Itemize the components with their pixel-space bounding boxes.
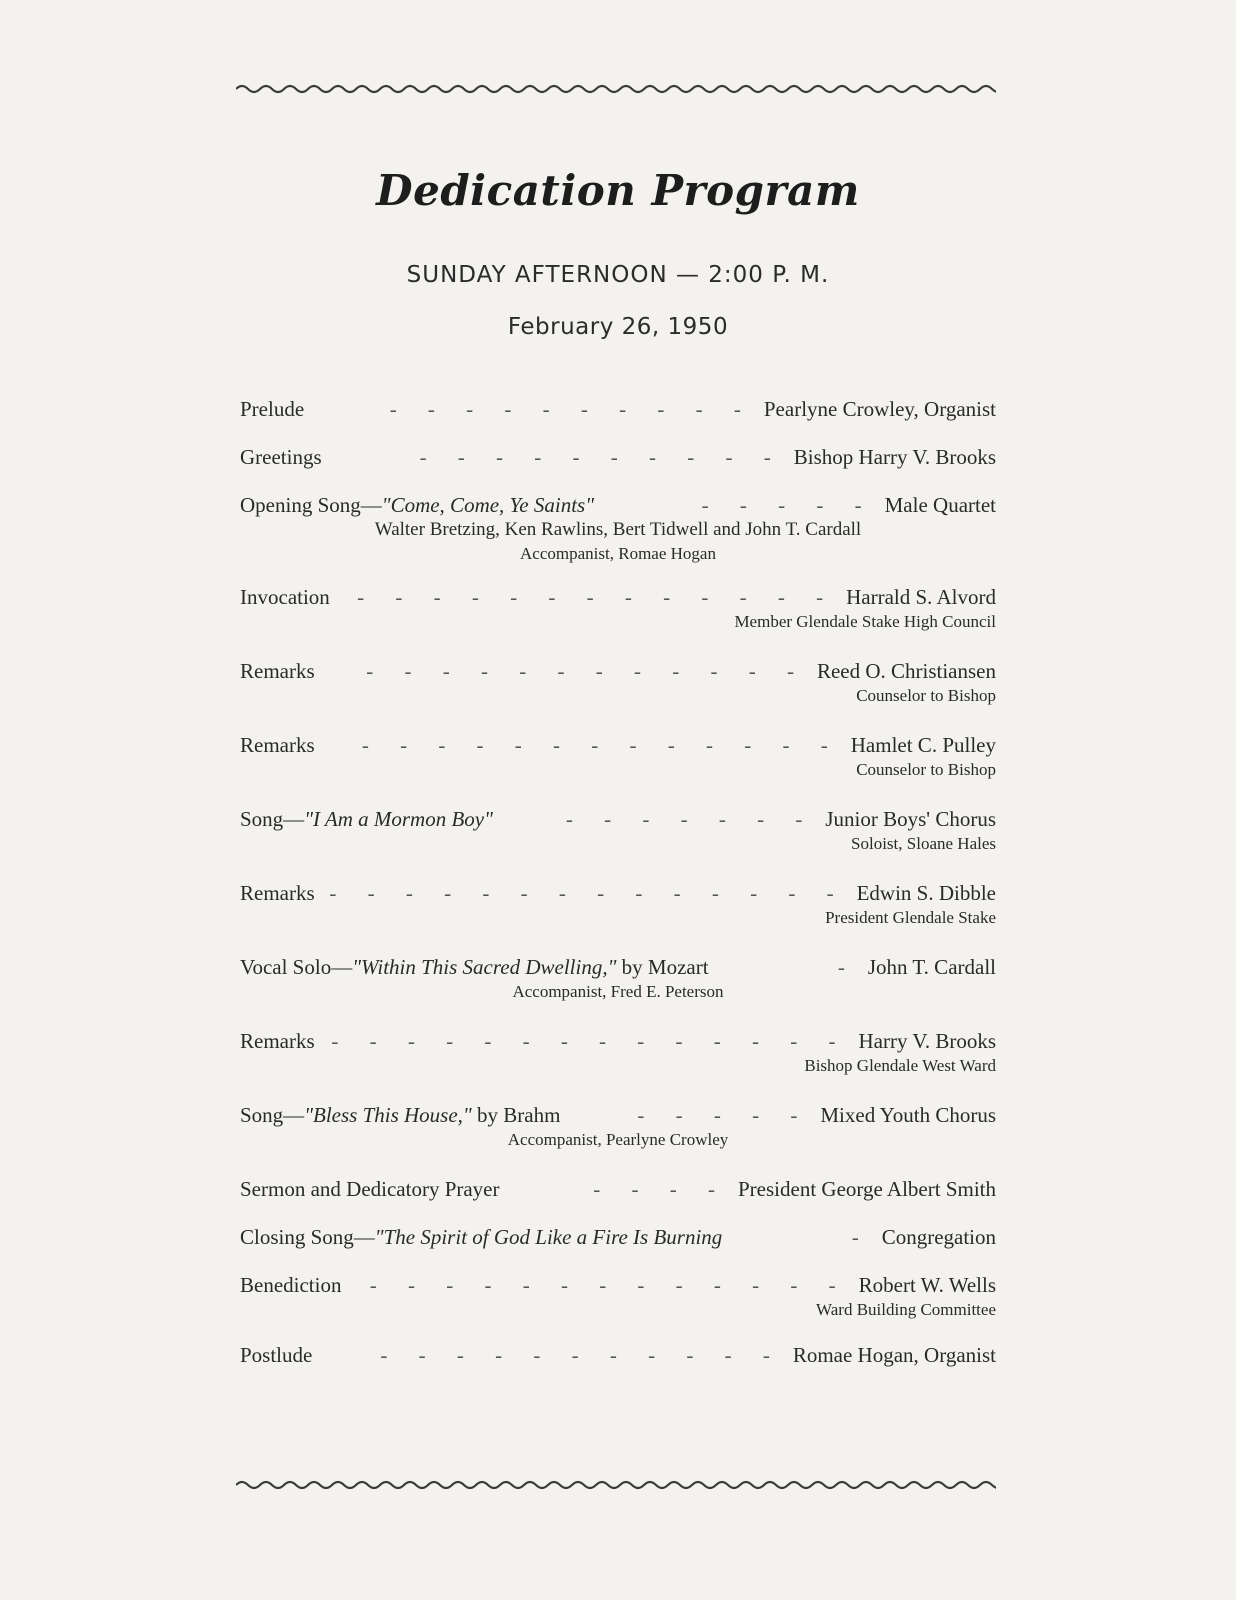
program-item-remarks: [240, 658, 996, 708]
program-item-opening-song: [240, 492, 996, 566]
leader-dots: - - - - - - - - - -: [389, 397, 754, 421]
leader-dots: -: [837, 955, 858, 979]
item-performer: Mixed Youth Chorus: [820, 1103, 996, 1127]
item-subtext: Member Glendale Stake High Council: [734, 612, 996, 631]
item-performer: President George Albert Smith: [738, 1177, 996, 1201]
item-label-suffix: by Mozart: [616, 955, 709, 979]
item-label: [240, 1224, 722, 1250]
program-item-remarks: [240, 1028, 996, 1078]
item-label-prefix: Song—: [240, 1103, 305, 1127]
item-performer: Reed O. Christiansen: [816, 659, 996, 683]
item-performer: Romae Hogan, Organist: [792, 1343, 996, 1367]
item-label: [240, 954, 709, 980]
leader-dots: - - - - - - - - - - -: [380, 1343, 783, 1367]
leader-dots: - - - - -: [701, 493, 875, 517]
item-label: Remarks: [240, 1029, 315, 1053]
item-subtext: Accompanist, Romae Hogan: [520, 544, 716, 563]
item-subtext: Accompanist, Pearlyne Crowley: [507, 1130, 729, 1149]
program-item-song: [240, 1102, 996, 1152]
leader-dots: - - - - -: [637, 1103, 811, 1127]
date-line: February 26, 1950: [507, 314, 729, 340]
item-performer: Edwin S. Dibble: [856, 881, 996, 905]
program-item-remarks: [240, 732, 996, 782]
program-item-remarks: [240, 880, 996, 930]
song-title: "The Spirit of God Like a Fire Is Burning: [374, 1225, 723, 1249]
item-label-suffix: by Brahm: [471, 1103, 561, 1127]
item-label: Remarks: [240, 881, 315, 905]
item-label-prefix: Opening Song—: [240, 493, 382, 517]
program-item-greetings: [240, 444, 996, 470]
program-item-prelude: [240, 396, 996, 422]
leader-dots: - - - -: [593, 1177, 728, 1201]
item-label: Greetings: [240, 445, 322, 469]
item-label: Remarks: [240, 733, 315, 757]
item-label: Benediction: [240, 1273, 342, 1297]
program-item-vocal-solo: [240, 954, 996, 1004]
program-item-sermon: [240, 1176, 996, 1202]
item-label: Remarks: [240, 659, 315, 683]
item-label: Sermon and Dedicatory Prayer: [240, 1177, 500, 1201]
item-label-prefix: Closing Song—: [240, 1225, 375, 1249]
wave-ornament-top: [236, 82, 996, 96]
song-title: "Within This Sacred Dwelling,": [352, 955, 617, 979]
item-subtext: Bishop Glendale West Ward: [804, 1056, 996, 1075]
item-label: Postlude: [240, 1343, 313, 1367]
wave-ornament-bottom: [236, 1478, 996, 1492]
song-title: "I Am a Mormon Boy": [304, 807, 493, 831]
leader-dots: - - - - - - - - - - - - -: [369, 1273, 849, 1297]
item-subtext: Ward Building Committee: [816, 1300, 996, 1319]
item-performer: Harry V. Brooks: [858, 1029, 996, 1053]
leader-dots: - - - - - - - - - -: [419, 445, 784, 469]
item-label-prefix: Vocal Solo—: [240, 955, 353, 979]
leader-dots: - - - - - - - - - - - - -: [357, 585, 837, 609]
item-performer: Bishop Harry V. Brooks: [793, 445, 996, 469]
song-title: "Come, Come, Ye Saints": [381, 493, 595, 517]
item-subtext: President Glendale Stake: [825, 908, 996, 927]
page-title: Dedication Program: [376, 166, 860, 215]
program-item-song: [240, 806, 996, 856]
item-label: [240, 1102, 560, 1128]
song-title: "Bless This House,": [304, 1103, 472, 1127]
program-item-benediction: [240, 1272, 996, 1322]
leader-dots: - - - - - - - - - - - - -: [361, 733, 841, 757]
leader-dots: - - - - - - -: [565, 807, 816, 831]
item-performer: John T. Cardall: [867, 955, 996, 979]
program-list: [240, 396, 996, 1368]
leader-dots: -: [851, 1225, 872, 1249]
leader-dots: - - - - - - - - - - - - - -: [329, 881, 847, 905]
item-performer: Congregation: [881, 1225, 996, 1249]
leader-dots: - - - - - - - - - - - - - -: [331, 1029, 849, 1053]
item-performer: Junior Boys' Chorus: [825, 807, 996, 831]
item-performer: Harrald S. Alvord: [846, 585, 996, 609]
item-label: Prelude: [240, 397, 305, 421]
program-item-postlude: [240, 1342, 996, 1368]
leader-dots: - - - - - - - - - - - -: [366, 659, 807, 683]
item-performer: Male Quartet: [884, 493, 996, 517]
program-item-closing-song: [240, 1224, 996, 1250]
item-label: [240, 806, 493, 832]
item-subtext: Walter Bretzing, Ken Rawlins, Bert Tidwell and John T. Cardall: [374, 519, 862, 540]
item-label: Invocation: [240, 585, 330, 609]
item-performer: Pearlyne Crowley, Organist: [763, 397, 996, 421]
program-item-invocation: [240, 584, 996, 634]
item-subtext: Accompanist, Fred E. Peterson: [512, 982, 724, 1001]
item-subtext: Soloist, Sloane Hales: [851, 834, 996, 853]
item-performer: Hamlet C. Pulley: [850, 733, 996, 757]
item-performer: Robert W. Wells: [858, 1273, 996, 1297]
item-subtext: Counselor to Bishop: [856, 760, 996, 779]
item-subtext: Counselor to Bishop: [856, 686, 996, 705]
time-line: SUNDAY AFTERNOON — 2:00 P. M.: [406, 262, 830, 288]
item-label-prefix: Song—: [240, 807, 305, 831]
item-label: [240, 492, 594, 518]
